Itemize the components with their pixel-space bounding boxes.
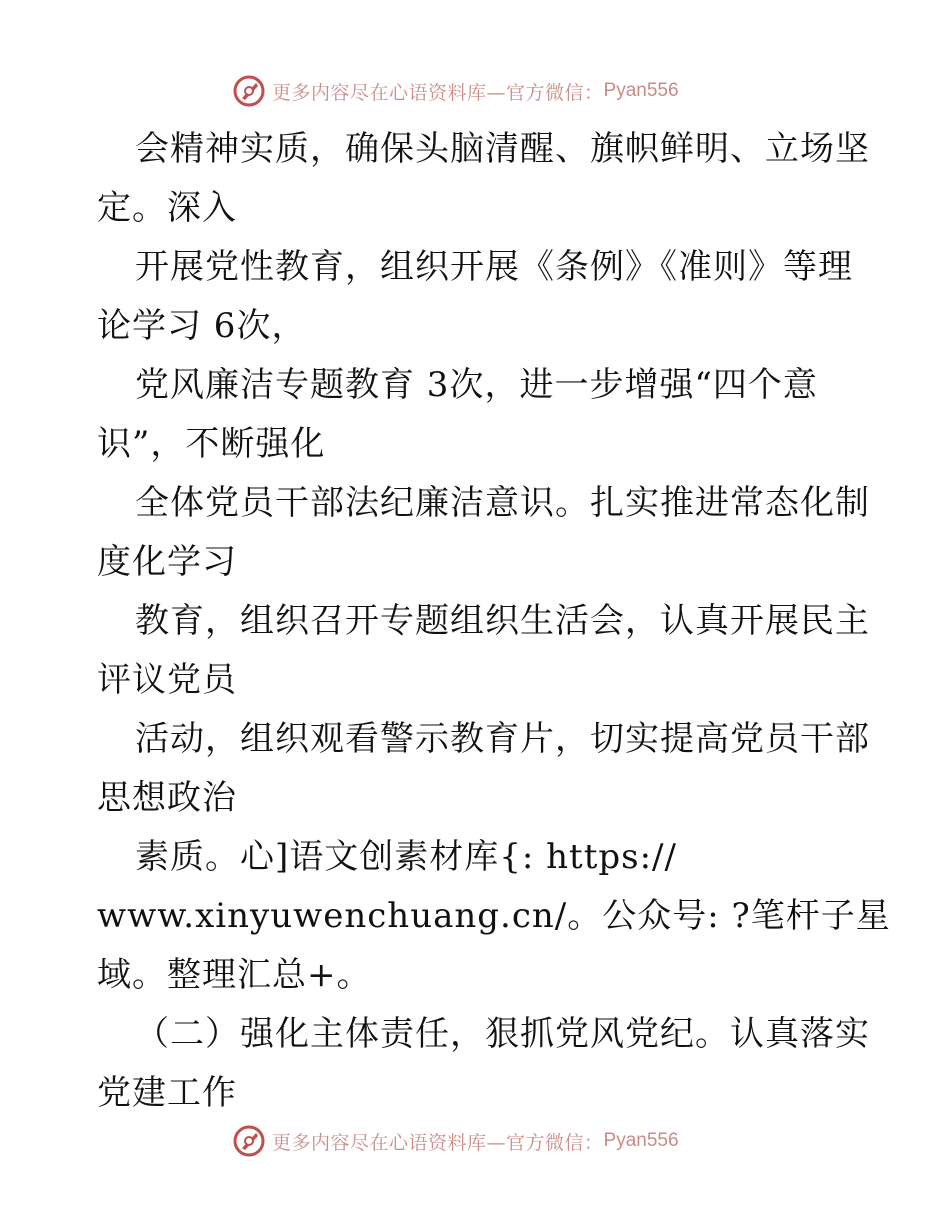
document-body: [97, 120, 897, 1123]
text-line: 开展党性教育，组织开展《条例》《准则》等理: [135, 247, 853, 287]
text-line: 会精神实质，确保头脑清醒、旗帜鲜明、立场坚: [135, 129, 870, 169]
footer-banner-text: 更多内容尽在心语资料库—官方微信：: [272, 1131, 604, 1154]
header-banner-wechat-id: Pyan556: [603, 80, 679, 101]
brand-logo-icon: [232, 74, 266, 108]
brand-logo-icon: [232, 1124, 266, 1158]
footer-banner-wechat-id: Pyan556: [603, 1130, 679, 1151]
text-line: 活动，组织观看警示教育片，切实提高党员干部: [135, 719, 870, 759]
text-line: www.xinyuwenchuang.cn/。公众号: ?笔杆子星: [97, 896, 891, 936]
text-line: 域。整理汇总+。: [97, 955, 372, 995]
footer-banner: [232, 1121, 679, 1161]
text-line: 党建工作: [97, 1073, 237, 1113]
text-line: 党风廉洁专题教育 3次，进一步增强“四个意: [135, 365, 818, 405]
text-line: 识”，不断强化: [97, 424, 326, 464]
text-line: 教育，组织召开专题组织生活会，认真开展民主: [135, 601, 870, 641]
text-line: 定。深入: [97, 188, 237, 228]
header-banner: [232, 71, 679, 111]
text-line: 思想政治: [97, 778, 237, 818]
text-line: （二）强化主体责任，狠抓党风党纪。认真落实: [135, 1014, 870, 1054]
header-banner-text: 更多内容尽在心语资料库—官方微信：: [272, 81, 604, 104]
text-line: 评议党员: [97, 660, 237, 700]
text-line: 论学习 6次，: [97, 306, 307, 346]
text-line: 全体党员干部法纪廉洁意识。扎实推进常态化制: [135, 483, 870, 523]
text-line: 度化学习: [97, 542, 237, 582]
text-line: 素质。心]语文创素材库{: https://: [135, 837, 677, 877]
